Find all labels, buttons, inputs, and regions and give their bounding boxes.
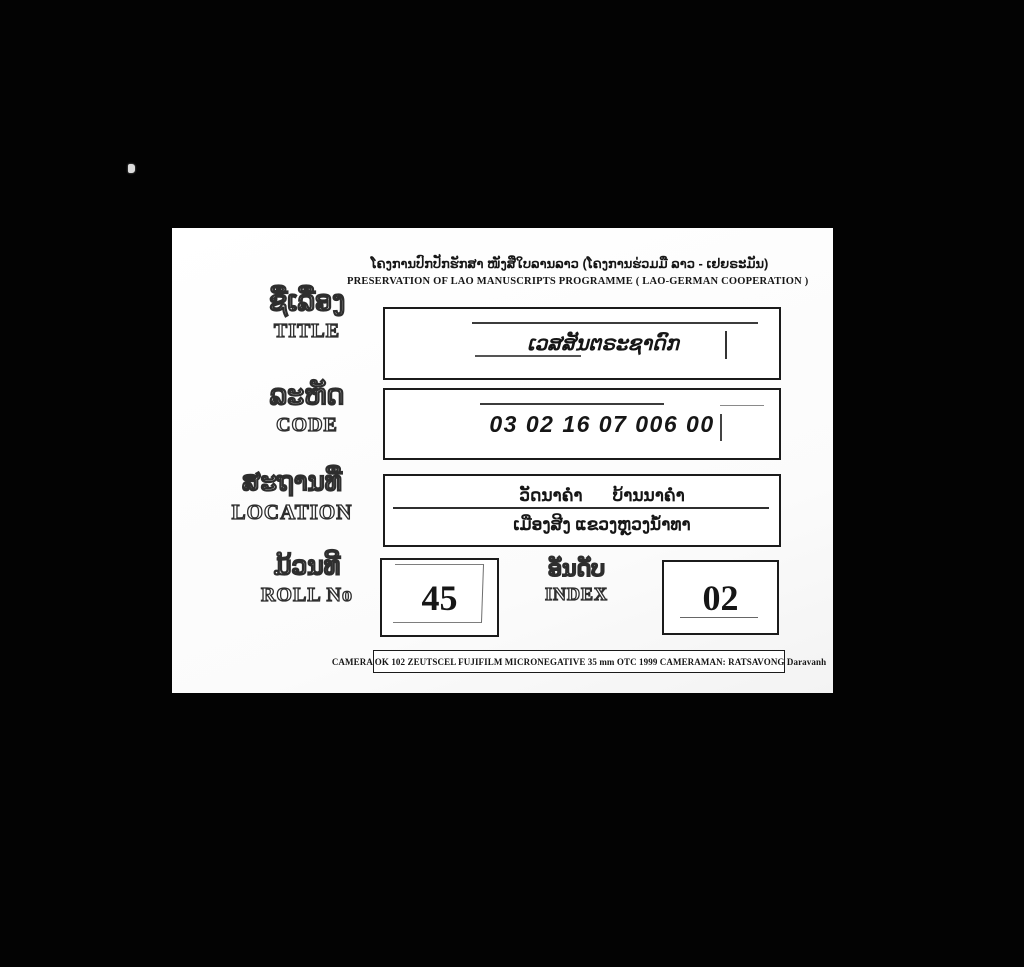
code-label-english: CODE [276, 414, 338, 436]
scan-line-above-code [480, 403, 664, 405]
code-value: 03 02 16 07 006 00 [489, 410, 715, 437]
location-village: ບ້ານນາຄຳ [612, 485, 685, 505]
index-label-english: INDEX [544, 584, 608, 604]
programme-title-lao: ໂຄງການປົກປັກຮັກສາ ໜັງສືໃບລານລາວ (ໂຄງການຮ່ວມມື ລາວ - ເຢຍຣະມັນ) [370, 256, 769, 271]
scan-tick-code [720, 414, 722, 441]
location-label-block [202, 466, 382, 525]
location-label-lao: ສະຖານທີ່ [242, 466, 342, 496]
location-line1 [479, 486, 685, 506]
pencil-rect-roll [393, 564, 484, 623]
scan-dust-speck [128, 164, 135, 173]
scan-line-above-title [472, 322, 758, 324]
title-value: ເວສສັນຕຣະຊາດົກ [527, 333, 679, 355]
card-header [347, 255, 809, 289]
location-label-english: LOCATION [231, 500, 353, 524]
location-field-box [383, 474, 781, 547]
camera-credit-bar [331, 650, 827, 673]
index-label-block [524, 556, 629, 605]
location-district-province: ເມືອງສີງ ແຂວງຫຼວງນ້ຳທາ [513, 515, 691, 535]
title-label-block [227, 286, 387, 343]
index-number-box [662, 560, 779, 635]
location-temple: ວັດນາຄຳ [519, 485, 583, 505]
roll-label-english: ROLL No [260, 584, 354, 606]
roll-label-block [227, 551, 387, 607]
title-label-lao: ຊື່ເລື່ອງ [268, 286, 346, 316]
roll-number-value: 45 [421, 577, 458, 618]
roll-label-lao: ມ້ວນທີ [273, 552, 341, 580]
microfilm-target-card [172, 228, 833, 693]
camera-credit-text: CAMERA OK 102 ZEUTSCEL FUJIFILM MICRONEGATIVE 35 mm OTC 1999 CAMERAMAN: RATSAVONG Daravanh [331, 656, 827, 667]
title-field-box [383, 307, 781, 380]
pencil-underline-index [680, 617, 758, 618]
location-line2 [473, 515, 690, 535]
scan-line-above-code-right [720, 405, 764, 406]
code-label-lao: ລະຫັດ [269, 380, 345, 410]
location-divider-line [393, 507, 769, 509]
index-label-lao: ອັນດັບ [548, 556, 605, 581]
index-number-value: 02 [702, 577, 739, 618]
programme-title-english: PRESERVATION OF LAO MANUSCRIPTS PROGRAMME ( LAO-GERMAN COOPERATION ) [347, 275, 809, 287]
scan-tick-title [725, 331, 727, 359]
scan-line-below-title [475, 355, 581, 357]
title-label-english: TITLE [273, 320, 341, 342]
code-label-block [227, 380, 387, 437]
